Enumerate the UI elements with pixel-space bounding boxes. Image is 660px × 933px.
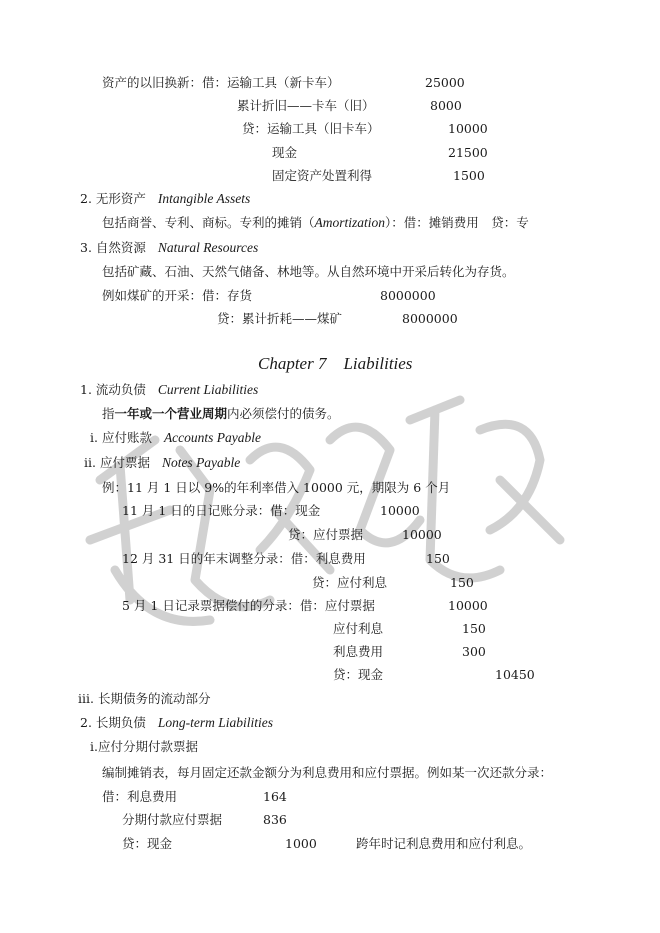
current-def-a: 指: [102, 406, 115, 421]
nov1-entry: 11 月 1 日的日记账分录：借：现金: [122, 503, 321, 518]
dec31-entry: 12 月 31 日的年末调整分录：借：利息费用: [122, 551, 366, 566]
np-cn: ii. 应付票据: [84, 455, 150, 470]
nov1-credit: 贷：应付票据: [288, 527, 364, 542]
may1-line2: 应付利息: [333, 621, 384, 636]
current-def-bold: 一年或一个营业周期: [114, 406, 228, 421]
asset-exchange-label: 资产的以旧换新：借：运输工具（新卡车）: [102, 75, 340, 90]
longterm-heading: [80, 715, 273, 731]
natural-heading-cn: 3. 自然资源: [80, 240, 146, 255]
intangible-desc-term: Amortization: [314, 215, 386, 230]
notes-payable-heading: [84, 455, 240, 471]
intangible-desc-b: ）：借：摊销费用 贷：专: [385, 215, 529, 230]
current-def-b: 内必须偿付的债务。: [227, 406, 340, 421]
may1-amount3: 300: [462, 644, 486, 659]
intangible-heading-cn: 2. 无形资产: [80, 191, 146, 206]
nov1-amount: 10000: [380, 503, 420, 518]
asset-exchange-line2: 累计折旧——卡车（旧）: [237, 98, 375, 113]
ap-cn: i. 应付账款: [90, 430, 152, 445]
asset-exchange-amount4: 21500: [448, 145, 488, 160]
natural-credit-amount: 8000000: [402, 311, 458, 326]
current-heading-cn: 1. 流动负债: [80, 382, 146, 397]
np-en: Notes Payable: [161, 455, 241, 470]
intangible-heading: [80, 191, 250, 207]
longterm-debit: 借：利息费用: [102, 789, 178, 804]
asset-exchange-amount3: 10000: [448, 121, 488, 136]
longterm-credit: 贷：现金: [122, 836, 173, 851]
may1-credit-amount: 10450: [495, 667, 535, 682]
current-heading-en: Current Liabilities: [157, 382, 259, 397]
longterm-heading-cn: 2. 长期负债: [80, 715, 146, 730]
longterm-credit-amount: 1000: [285, 836, 317, 851]
may1-amount2: 150: [462, 621, 486, 636]
may1-line3: 利息费用: [333, 644, 384, 659]
asset-exchange-line5: 固定资产处置利得: [272, 168, 373, 183]
longterm-desc: 编制摊销表，每月固定还款金额分为利息费用和应付票据。例如某一次还款分录：: [102, 765, 553, 780]
longterm-sub: i.应付分期付款票据: [90, 739, 198, 754]
natural-example-amount: 8000000: [380, 288, 436, 303]
natural-desc: 包括矿藏、石油、天然气储备、林地等。从自然环境中开采后转化为存货。: [102, 264, 515, 279]
natural-heading-en: Natural Resources: [157, 240, 259, 255]
intangible-desc-a: 包括商誉、专利、商标。专利的摊销（: [102, 215, 315, 230]
ap-en: Accounts Payable: [163, 430, 262, 445]
current-definition: [102, 406, 340, 422]
longterm-debit-amount: 164: [263, 789, 287, 804]
may1-credit: 贷：现金: [333, 667, 384, 682]
asset-exchange-line3: 贷：运输工具（旧卡车）: [242, 121, 380, 136]
dec31-amount: 150: [426, 551, 450, 566]
nov1-credit-amount: 10000: [402, 527, 442, 542]
dec31-credit: 贷：应付利息: [312, 575, 388, 590]
natural-credit: 贷：累计折耗——煤矿: [217, 311, 343, 326]
current-heading: [80, 382, 258, 398]
chapter-title: Chapter 7 Liabilities: [258, 354, 413, 373]
longterm-line2: 分期付款应付票据: [122, 812, 223, 827]
longterm-line2-amount: 836: [263, 812, 287, 827]
intangible-heading-en: Intangible Assets: [157, 191, 251, 206]
may1-amount: 10000: [448, 598, 488, 613]
asset-exchange-amount2: 8000: [430, 98, 462, 113]
asset-exchange-line4: 现金: [272, 145, 298, 160]
asset-exchange-amount1: 25000: [425, 75, 465, 90]
dec31-credit-amount: 150: [450, 575, 474, 590]
accounts-payable-heading: [90, 430, 261, 446]
asset-exchange-amount5: 1500: [453, 168, 485, 183]
notes-example: 例：11 月 1 日以 9%的年利率借入 10000 元，期限为 6 个月: [102, 480, 451, 495]
natural-example: 例如煤矿的开采：借：存货: [102, 288, 253, 303]
longterm-note: 跨年时记利息费用和应付利息。: [356, 836, 532, 851]
intangible-desc: [102, 215, 529, 231]
longterm-heading-en: Long-term Liabilities: [157, 715, 274, 730]
may1-entry: 5 月 1 日记录票据偿付的分录：借：应付票据: [122, 598, 375, 613]
natural-heading: [80, 240, 258, 256]
current-portion-ltd: iii. 长期债务的流动部分: [78, 691, 211, 706]
